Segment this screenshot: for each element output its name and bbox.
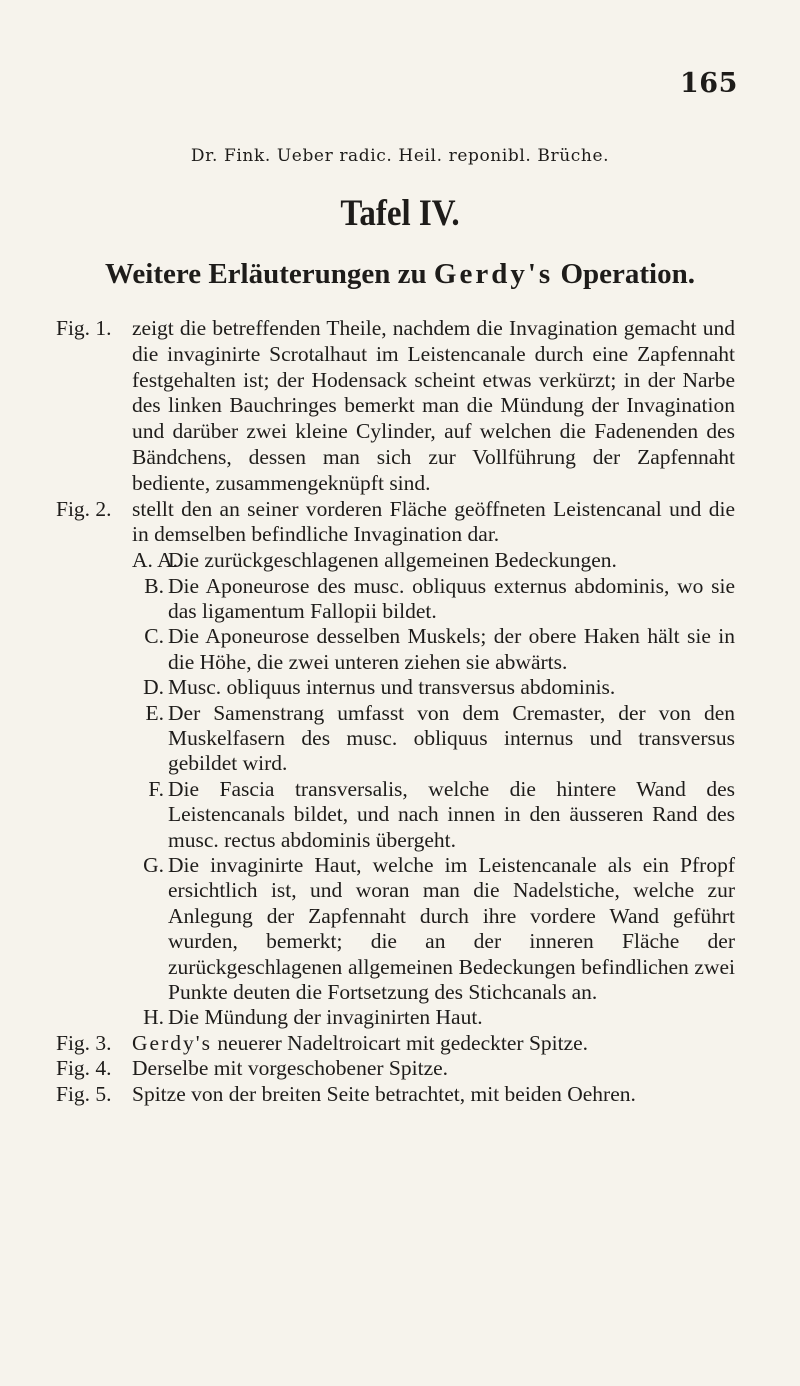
legend-letter: H. [143,1005,164,1030]
body-text [0,316,800,1108]
legend-letter: F. [148,776,164,801]
legend-text: Die Aponeurose des musc. obliquus externus abdominis, wo sie das ligamentum Fallopii bildet. [168,573,735,623]
figure-name: Gerdy's [132,1030,212,1055]
legend-letter: G. [143,853,164,878]
heading-name: Gerdy's [433,258,554,290]
figure-description: Spitze von der breiten Seite betrachtet, mit beiden Oehren. [132,1082,636,1107]
figure-description-text: neuerer Nadeltroicart mit gedeckter Spitze. [211,1030,589,1055]
legend-text: Die Fascia transversalis, welche die hintere Wand des Leistencanals bildet, und nach innen in den äusseren Rand des musc. rectus abdominis übergeht. [168,776,735,852]
legend-item-a [132,548,735,573]
legend-letter: A. A. [132,548,178,573]
legend-item-f [132,777,735,853]
section-heading [0,258,800,291]
figure-label: Fig. 3. [56,1030,112,1055]
legend-text: Der Samenstrang umfasst von dem Cremaster, der von den Muskelfasern des musc. obliquus internus und transversus gebildet wird. [168,700,735,776]
heading-suffix: Operation. [553,258,695,290]
figure-entry-2 [0,497,800,549]
legend-item-e [132,701,735,777]
legend-letter: D. [143,675,164,700]
legend-letter: E. [145,700,164,725]
legend-letter: C. [144,624,164,649]
legend-item-d [132,675,735,700]
legend-item-c [132,624,735,675]
legend-text: Die Aponeurose desselben Muskels; der obere Haken hält sie in die Höhe, die zwei unteren ziehen sie abwärts. [168,624,735,674]
legend-text: Die Mündung der invaginirten Haut. [168,1005,483,1030]
figure-label: Fig. 5. [56,1082,112,1107]
figure-description [132,1031,735,1057]
legend-item-g [132,853,735,1005]
figure-description: stellt den an seiner vorderen Fläche geöffneten Leistencanal und die in demselben befindliche Invagination dar. [132,496,735,547]
legend-item-h [132,1005,735,1030]
figure-entry-4 [0,1056,800,1082]
figure-description: Derselbe mit vorgeschobener Spitze. [132,1056,449,1081]
legend-text: Musc. obliquus internus und transversus abdominis. [168,675,616,700]
legend-item-b [132,574,735,625]
running-head: Dr. Fink. Ueber radic. Heil. reponibl. Brüche. [190,146,610,166]
figure-legend [132,548,735,1031]
figure-description: zeigt die betreffenden Theile, nachdem die Invagination gemacht und die invaginirte Scrotalhaut im Leistencanale durch eine Zapfennaht festgehalten ist; der Hodensack scheint etwas verkürzt; in der Narbe des linken Bauchringes bemerkt man die Mündung der Invagination und darüber zwei kleine Cylinder, auf welchen die Fadenenden des Bändchens, dessen man sich zur Vollführung der Zapfennaht bediente, zusammengeknüpft sind. [132,316,735,495]
heading-prefix: Weitere Erläuterungen zu [105,258,434,290]
figure-label: Fig. 4. [56,1056,112,1081]
plate-title: Tafel IV. [340,193,460,235]
legend-text: Die zurückgeschlagenen allgemeinen Bedeckungen. [168,548,617,573]
figure-entry-5 [0,1082,800,1108]
figure-label: Fig. 1. [56,316,112,340]
figure-label: Fig. 2. [56,496,112,521]
figure-entry-3 [0,1031,800,1057]
legend-text: Die invaginirte Haut, welche im Leistencanale als ein Pfropf ersichtlich ist, und woran man die Nadelstiche, welche zur Anlegung der Zapfennaht durch ihre vordere Wand geführt wurden, bemerkt; die an der inneren Fläche der zurückgeschlagenen allgemeinen Bedeckungen befindlichen zwei Punkte deuten die Fortsetzung des Stichcanals an. [168,853,735,1005]
figure-entry-1 [0,316,800,497]
legend-letter: B. [144,573,164,598]
page-number: 165 [680,68,738,99]
